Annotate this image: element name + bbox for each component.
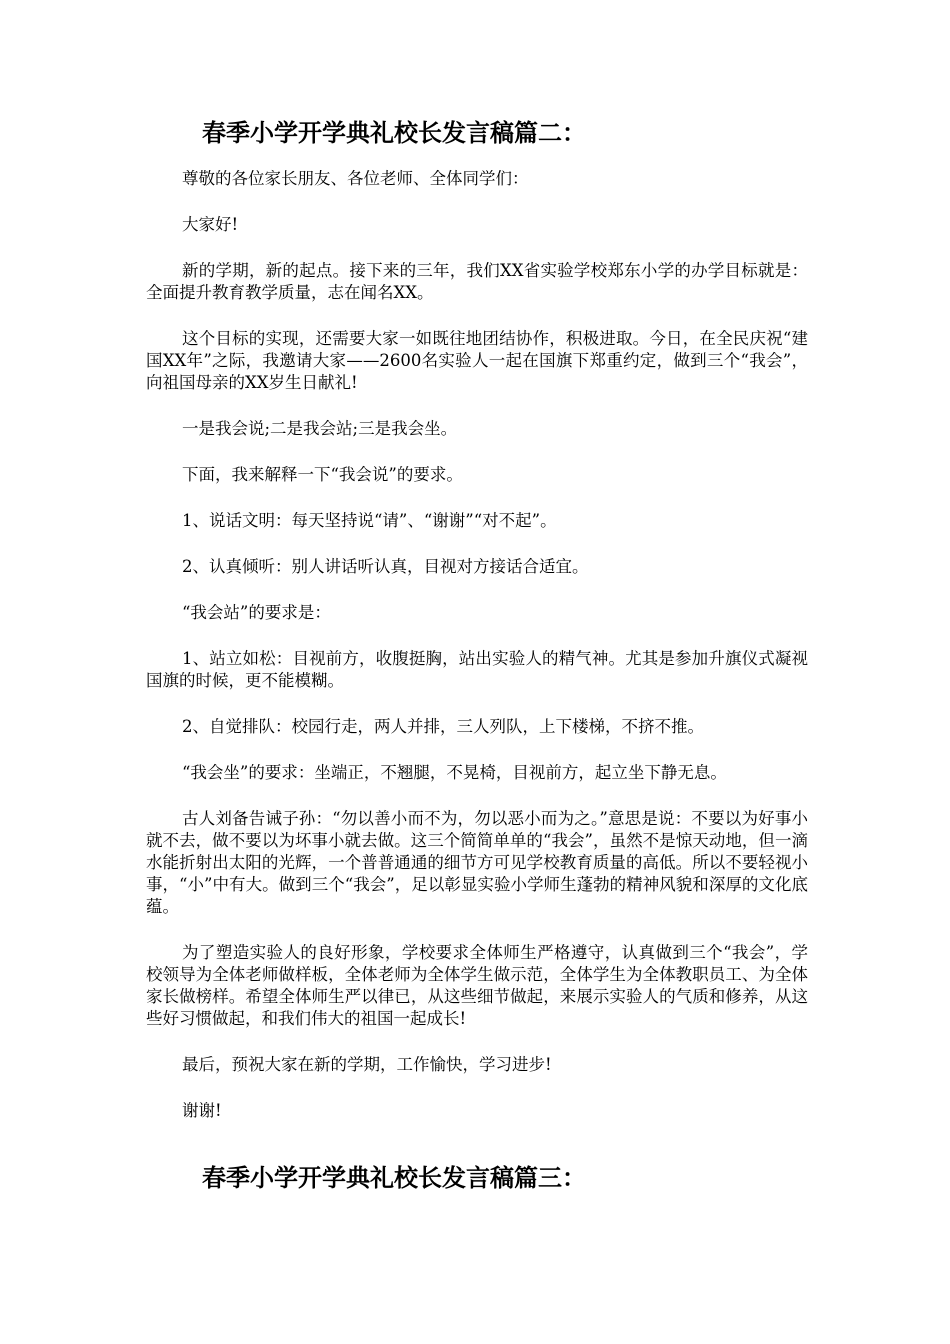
- paragraph: “我会站”的要求是：: [182, 603, 331, 622]
- section-heading-2: 春季小学开学典礼校长发言稿篇二：: [202, 119, 586, 147]
- closing-wish: 最后，预祝大家在新的学期，工作愉快，学习进步!: [182, 1055, 552, 1074]
- paragraph: 为了塑造实验人的良好形象，学校要求全体师生严格遵守，认真做到三个“我会”，学校领导为全体老师做样板，全体老师为全体学生做示范，全体学生为全体教职员工、为全体家长做榜样。希望全体师生严以律已，从这些细节做起，来展示实验人的气质和修养，从这些好习惯做起，和我们伟大的祖国一起成长!: [146, 943, 808, 1028]
- paragraph: 这个目标的实现，还需要大家一如既往地团结协作，积极进取。今日，在全民庆祝“建国XX年”之际，我邀请大家——2600名实验人一起在国旗下郑重约定，做到三个“我会”，向祖国母亲的XX岁生日献礼!: [146, 329, 808, 392]
- salutation: 尊敬的各位家长朋友、各位老师、全体同学们：: [182, 169, 529, 188]
- list-item: 1、站立如松：目视前方，收腹挺胸，站出实验人的精气神。尤其是参加升旗仪式凝视国旗的时候，更不能模糊。: [146, 649, 808, 690]
- paragraph: 古人刘备告诫子孙：“勿以善小而不为，勿以恶小而为之。”意思是说：不要以为好事小就不去，做不要以为坏事小就去做。这三个简简单单的“我会”，虽然不是惊天动地，但一滴水能折射出太阳的光辉，一个普普通通的细节方可见学校教育质量的高低。所以不要轻视小事，“小”中有大。做到三个“我会”，足以彰显实验小学师生蓬勃的精神风貌和深厚的文化底蕴。: [146, 809, 808, 916]
- speech-body: [146, 168, 808, 1146]
- greeting: 大家好!: [182, 215, 239, 234]
- paragraph: 下面，我来解释一下“我会说”的要求。: [182, 465, 463, 484]
- closing-thanks: 谢谢!: [182, 1101, 222, 1120]
- list-item: 2、认真倾听：别人讲话听认真，目视对方接话合适宜。: [182, 557, 589, 576]
- paragraph: 新的学期，新的起点。接下来的三年，我们XX省实验学校郑东小学的办学目标就是：全面提升教育教学质量，志在闻名XX。: [146, 261, 808, 302]
- list-item: 1、说话文明：每天坚持说“请”、“谢谢”“对不起”。: [182, 511, 557, 530]
- list-item: 2、自觉排队：校园行走，两人并排，三人列队，上下楼梯，不挤不推。: [182, 717, 704, 736]
- paragraph: “我会坐”的要求：坐端正，不翘腿，不晃椅，目视前方，起立坐下静无息。: [182, 763, 727, 782]
- section-heading-3: 春季小学开学典礼校长发言稿篇三：: [202, 1164, 586, 1192]
- paragraph: 一是我会说;二是我会站;三是我会坐。: [182, 419, 458, 438]
